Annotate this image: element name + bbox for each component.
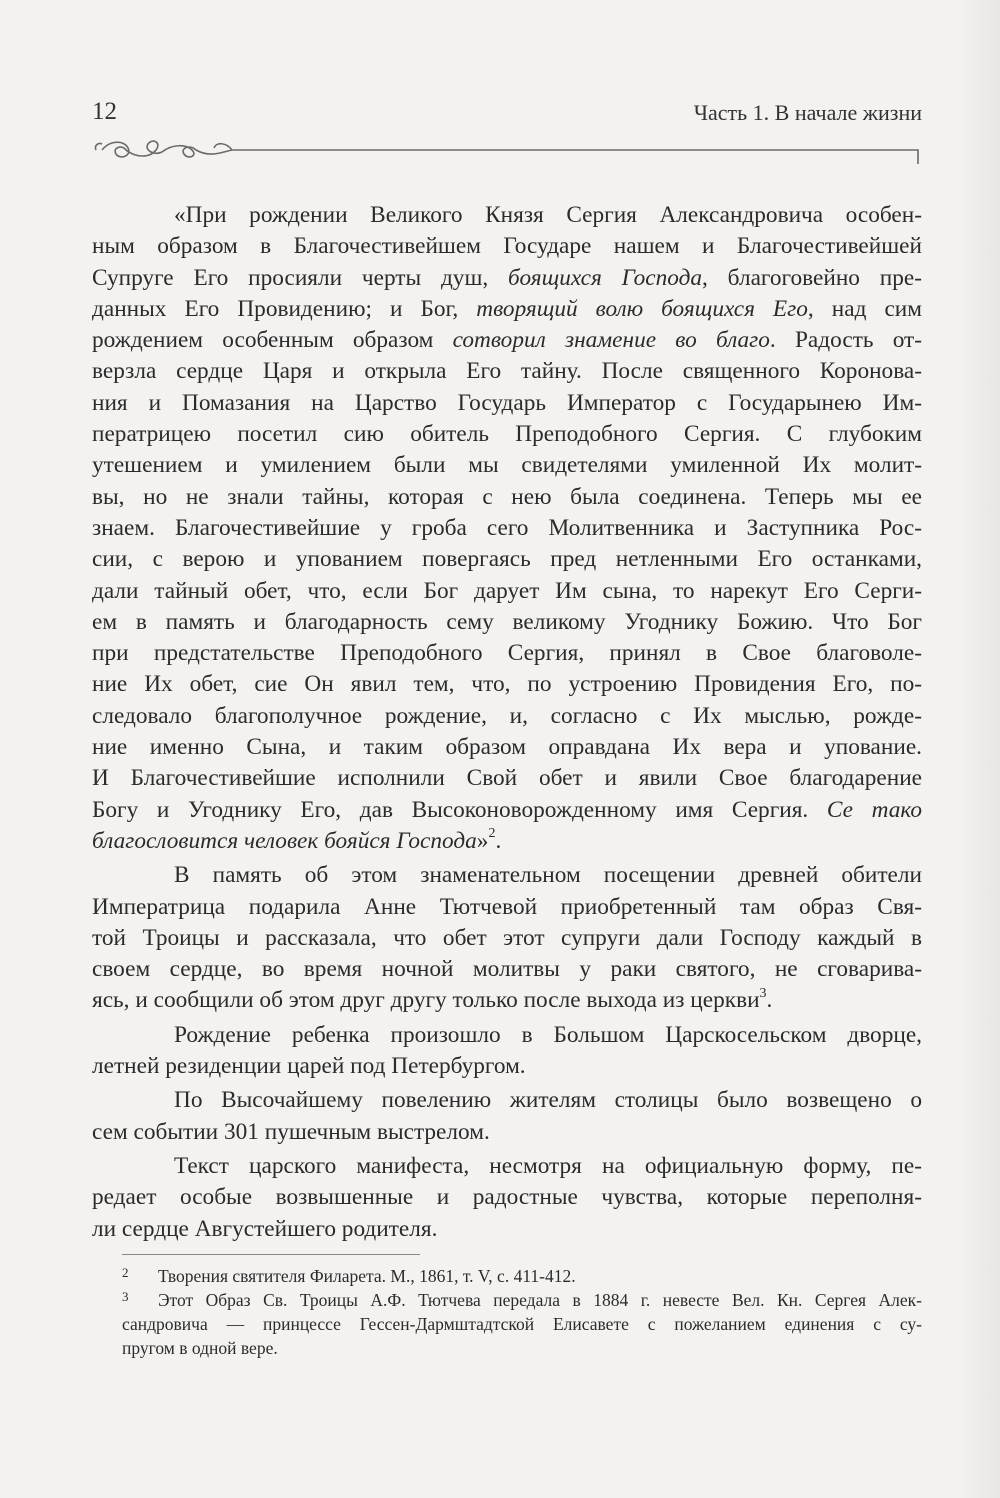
text-line — [92, 795, 922, 826]
footnotes — [122, 1264, 922, 1360]
text-run: сем событии 301 пушечным выстрелом. — [92, 1118, 490, 1145]
text-run: ние Их обет, сие Он явил тем, что, по устроению Провидения Его, по- — [92, 671, 922, 698]
running-title: Часть 1. В начале жизни — [693, 100, 922, 125]
text-run: » — [476, 827, 489, 854]
page-edge-shadow — [960, 0, 1000, 1498]
text-run: ным образом в Благочестивейшем Государе нашем и Благочестивейшей — [92, 233, 922, 260]
text-run: . — [495, 827, 502, 854]
paragraph — [92, 860, 922, 1016]
text-line — [92, 923, 922, 954]
footnote-ref[interactable]: 2 — [488, 826, 496, 842]
text-line — [92, 544, 922, 575]
text-run: ли сердце Августейшего родителя. — [92, 1215, 438, 1242]
footnote-line: Творения святителя Филарета. М., 1861, т. V, с. 411-412. — [158, 1266, 576, 1286]
text-run: ние именно Сына, и таким образом оправдана Их вера и упование. — [92, 734, 922, 761]
text-run: В память об этом знаменательном посещении древней обители — [174, 862, 922, 889]
text-run: при предстательстве Преподобного Сергия, принял в Свое благоволе- — [92, 640, 922, 667]
text-line — [92, 419, 922, 450]
text-line — [92, 294, 922, 325]
text-run: той Троицы и рассказала, что обет этот супруги дали Господу каждый в — [92, 924, 922, 951]
text-line — [92, 1214, 922, 1245]
text-line — [92, 1085, 922, 1116]
text-line — [92, 732, 922, 763]
text-line — [92, 1151, 922, 1182]
text-run: знаем. Благочестивейшие у гроба сего Молитвенника и Заступника Рос- — [92, 514, 922, 541]
text-run: вы, но не знали тайны, которая с нею была соединена. Теперь мы ее — [92, 483, 922, 510]
text-line — [92, 860, 922, 891]
text-run: Рождение ребенка произошло в Большом Царскосельском дворце, — [174, 1021, 922, 1048]
paragraph — [92, 1085, 922, 1148]
body-text — [92, 200, 922, 1245]
text-line — [92, 482, 922, 513]
text-run: , над сим — [807, 295, 923, 322]
text-run: Богу и Угоднику Его, дав Высоконоворожденному имя Сергия. — [92, 796, 827, 823]
text-run: Супруге Его просияли черты душ, — [92, 264, 509, 291]
text-run: ем в память и благодарность сему великому Угоднику Божию. Что Бог — [92, 608, 922, 635]
text-run: И Благочестивейшие исполнили Свой обет и явили Свое благодарение — [92, 765, 922, 792]
footnote — [122, 1264, 922, 1288]
page-header — [92, 98, 922, 168]
footnote-line: Этот Образ Св. Троицы А.Ф. Тютчева передала в 1884 г. невесте Вел. Кн. Сергея Алек- — [158, 1290, 922, 1310]
text-run: рождением особенным образом — [92, 327, 453, 354]
text-line — [92, 231, 922, 262]
text-run: сии, с верою и упованием повергаясь пред нетленными Его останками, — [92, 546, 922, 573]
text-run: утешением и умилением были мы свидетелями умиленной Их молит- — [92, 452, 922, 479]
text-line — [92, 450, 922, 481]
text-line — [92, 826, 922, 857]
text-run: Императрица подарила Анне Тютчевой приобретенный там образ Свя- — [92, 893, 922, 920]
text-run: По Высочайшему повелению жителям столицы было возвещено о — [174, 1087, 922, 1114]
text-run: следовало благополучное рождение, и, согласно с Их мыслью, рожде- — [92, 702, 922, 729]
text-line — [92, 892, 922, 923]
text-line — [92, 954, 922, 985]
text-line — [92, 513, 922, 544]
text-line — [92, 638, 922, 669]
text-line — [92, 985, 922, 1016]
paragraph — [92, 200, 922, 857]
header-ornament-rule — [92, 132, 922, 166]
italic-quote: Се тако — [826, 796, 922, 823]
text-run: своем сердце, во время ночной молитвы у раки святого, не сговарива- — [92, 956, 922, 983]
text-run: редает особые возвышенные и радостные чувства, которые переполня- — [92, 1184, 922, 1211]
footnote — [122, 1288, 922, 1360]
footnote-line: пругом в одной вере. — [122, 1338, 278, 1358]
text-run: верзла сердце Царя и открыла Его тайну. После священного Коронова- — [92, 358, 922, 385]
text-line — [92, 701, 922, 732]
text-run: дали тайный обет, что, если Бог дарует Им сына, то нарекут Его Серги- — [92, 577, 922, 604]
footnote-number: 2 — [122, 1265, 129, 1280]
text-line — [92, 576, 922, 607]
text-line — [92, 1051, 922, 1082]
text-line — [92, 669, 922, 700]
text-run: . — [766, 987, 773, 1014]
paragraph — [92, 1151, 922, 1245]
italic-quote: сотворил знамение во благо — [452, 327, 770, 354]
footnote-separator — [122, 1254, 420, 1255]
text-line — [92, 1182, 922, 1213]
text-line — [92, 325, 922, 356]
text-run: ясь, и сообщили об этом друг другу только после выхода из церкви — [92, 987, 760, 1014]
text-line — [92, 200, 922, 231]
text-line — [92, 763, 922, 794]
footnote-number: 3 — [122, 1289, 129, 1304]
footnote-line: сандровича — принцессе Гессен-Дармштадтской Елисавете с пожеланием единения с су- — [122, 1314, 922, 1334]
text-run: Текст царского манифеста, несмотря на официальную форму, пе- — [174, 1152, 922, 1179]
text-run: , благоговейно пре- — [702, 264, 922, 291]
text-line — [92, 356, 922, 387]
text-run: летней резиденции царей под Петербургом. — [92, 1053, 526, 1080]
text-run: «При рождении Великого Князя Сергия Александровича особен- — [174, 202, 922, 228]
italic-quote: благословится человек бояйся Господа — [92, 827, 477, 854]
text-line — [92, 607, 922, 638]
text-line — [92, 263, 922, 294]
italic-quote: боящихся Господа — [508, 264, 703, 291]
paragraph — [92, 1020, 922, 1083]
page-number: 12 — [92, 98, 117, 125]
text-run: ператрицею посетил сию обитель Преподобного Сергия. С глубоким — [92, 421, 922, 448]
text-line — [92, 1117, 922, 1148]
text-run: . Радость от- — [769, 327, 922, 354]
text-line — [92, 388, 922, 419]
text-run: данных Его Провидению; и Бог, — [92, 295, 477, 322]
footnote-ref[interactable]: 3 — [759, 985, 767, 1001]
italic-quote: творящий волю боящихся Его — [476, 295, 808, 322]
text-line — [92, 1020, 922, 1051]
text-run: ния и Помазания на Царство Государь Император с Государынею Им- — [92, 389, 922, 416]
